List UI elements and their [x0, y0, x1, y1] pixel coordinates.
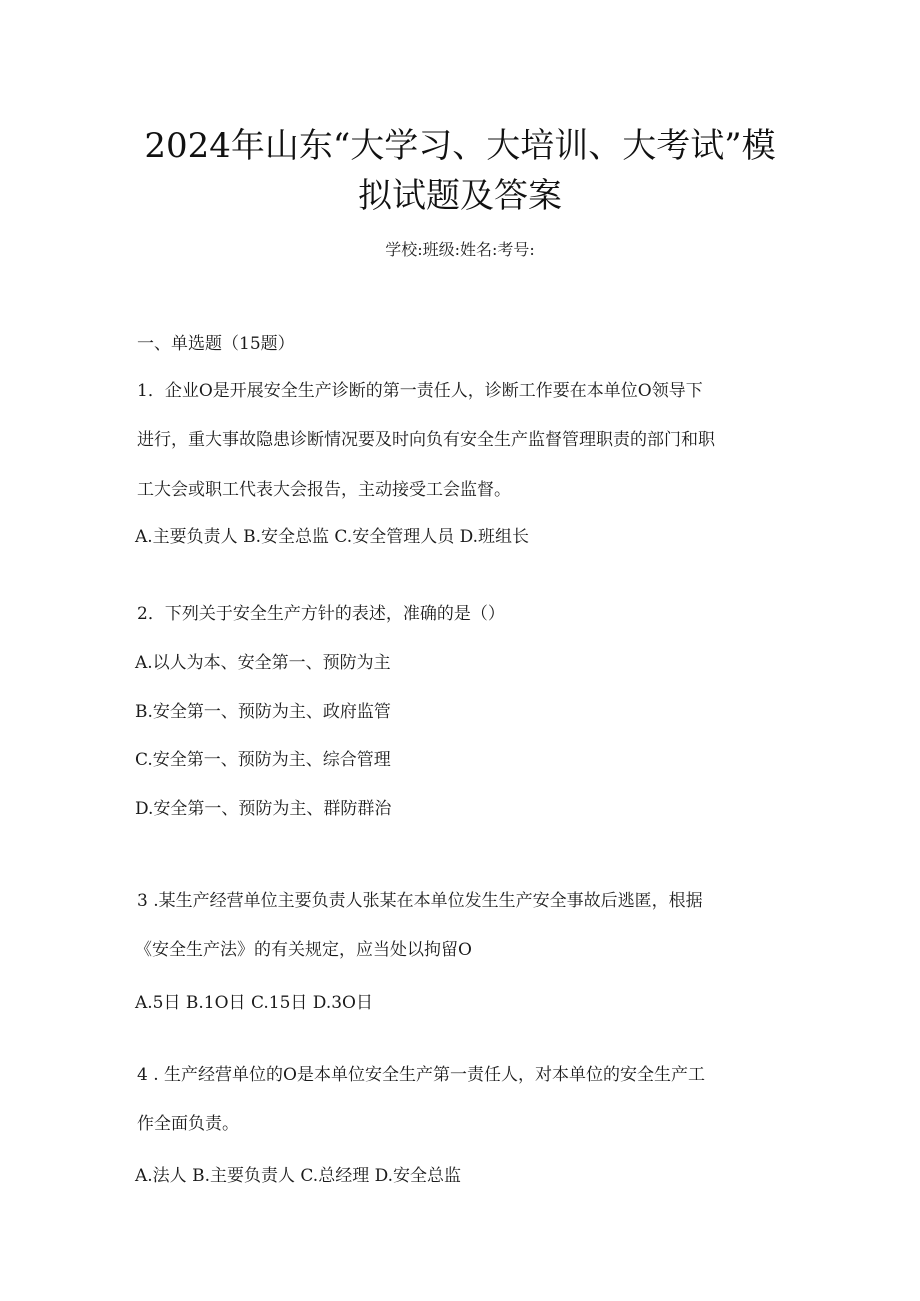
question-2-option-c: C.安全第一、预防为主、综合管理 — [135, 750, 391, 770]
question-1-options: A.主要负责人 B.安全总监 C.安全管理人员 D.班组长 — [135, 527, 530, 547]
question-3-options: A.5日 B.1O日 C.15日 D.3O日 — [135, 993, 373, 1013]
question-4-line-2: 作全面负责。 — [137, 1114, 239, 1134]
student-info-line: 学校:班级:姓名:考号: — [385, 240, 535, 259]
question-2-line-1: 2．下列关于安全生产方针的表述，准确的是（） — [137, 604, 505, 624]
question-1-line-3: 工大会或职工代表大会报告，主动接受工会监督。 — [137, 480, 511, 500]
question-1-line-1: 1．企业O是开展安全生产诊断的第一责任人，诊断工作要在本单位O领导下 — [137, 381, 703, 401]
question-4-line-1: 4 . 生产经营单位的O是本单位安全生产第一责任人，对本单位的安全生产工 — [137, 1065, 705, 1085]
question-4-options: A.法人 B.主要负责人 C.总经理 D.安全总监 — [135, 1166, 462, 1186]
question-2-option-b: B.安全第一、预防为主、政府监管 — [135, 702, 391, 722]
question-2-option-a: A.以人为本、安全第一、预防为主 — [135, 653, 391, 673]
question-3-line-1: 3 .某生产经营单位主要负责人张某在本单位发生生产安全事故后逃匿，根据 — [137, 891, 703, 911]
question-3-line-2: 《安全生产法》的有关规定，应当处以拘留O — [135, 940, 472, 960]
document-title-line-2: 拟试题及答案 — [358, 176, 562, 216]
question-1-line-2: 进行，重大事故隐患诊断情况要及时向负有安全生产监督管理职责的部门和职 — [137, 430, 715, 450]
question-2-option-d: D.安全第一、预防为主、群防群治 — [135, 799, 392, 819]
document-title-line-1: 2024年山东“大学习、大培训、大考试”模 — [144, 126, 776, 166]
section-heading: 一、单选题（15题） — [137, 334, 295, 354]
